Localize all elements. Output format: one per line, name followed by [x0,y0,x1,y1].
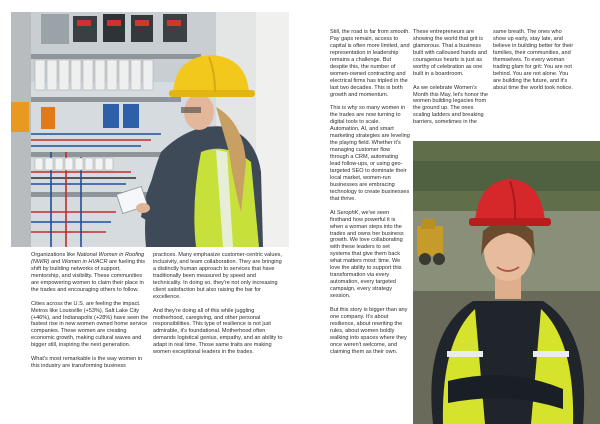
column-3 [330,29,410,363]
col3-paragraph-1: Still, the road is far from smooth. Pay gaps remain, access to capital is often more limited, and representation in leadership remains a challenge. But despite this, the number of women-owned contracting and electrical firms has tripled in the last two decades. This is both growth and momentum. [330,29,410,98]
col3-paragraph-2: This is why so many women in the trades are now turning to digital tools to scale. Automation, AI, and smart marketing strategies are leveling the playing field. Whether it's managing customer flow through a CRM, automating lead follow-ups, or using geo-targeted SEO to dominate their local market, women-run businesses are embracing technology to create businesses that thrive. [330,105,410,202]
column-2 [153,252,286,363]
portrait-photo [413,141,600,424]
col2-paragraph-1: practices. Many emphasize customer-centric values, inclusivity, and team collaboration. They are bringing a distinctly human approach to services that have traditionally been measured by speed and technicality. In doing so, they're not only increasing client satisfaction but also raising the bar for excellence. [153,252,282,300]
col3-paragraph-4: But this story is bigger than any one company. It's about resilience, about rewriting the rules, about women boldly walking into spaces where they once weren't welcome, and claiming them as their own. [330,306,408,355]
col4-paragraph-2: As we celebrate Women's Month this May, let's honor the women building legacies from the ground up. The ones scaling ladders and breaking barriers, sometimes in the [413,84,488,126]
col5-paragraph-1: same breath. The ones who show up early, stay late, and believe in building better for their families, their communities, and themselves. To every woman trading glam for grit: You are not behind. You are not alone. You are building the future, and it's about time the world took notice. [493,29,574,91]
col2-paragraph-2: And they're doing all of this while juggling motherhood, caregiving, and other personal responsibilities. This type of resilience is not just admirable, it's foundational. Motherhood often demands logistical genius, empathy, and an ability to adapt in real time. Those same traits are making women exceptional leaders in the trades. [153,307,283,356]
column-4 [413,29,491,133]
worker-at-panel-photo [11,12,289,247]
worker-at-panel-illustration [11,12,289,247]
col4-paragraph-1: These entrepreneurs are showing the world that grit is glamorous. That a business built with calloused hands and courageous hearts is just as worthy of celebration as one built in a boardroom. [413,29,488,77]
org-name-nwir: National Women in Roofing (NWIR) [31,252,145,265]
column-1 [31,252,149,377]
portrait-illustration [413,141,600,424]
column-5 [493,29,574,98]
col3-paragraph-3: At SerophK, we've seen firsthand how powerful it is when a woman steps into the trades and owns her business growth. We love collaborating with these leaders to set systems that give them back what matters most: time. We love the ability to support this transformation via every automation, every targeted campaign, every strategy session. [330,209,404,300]
col1-paragraph-1: Organizations like National Women in Roofing (NWIR) and Women in HVACR are fueling this shift by building networks of support, mentorship, and visibility. These communities are empowering women to claim their place in the trades and encouraging others to follow. [31,252,146,293]
org-name-hvacr: Women in HVACR [61,258,108,265]
company-name: SerophK [336,209,359,216]
col1-paragraph-2: Cities across the U.S. are feeling the impact. Metros like Louisville (+53%), Salt Lake City (+46%), and Indianapolis (+28%) have seen the fastest rise in new women owned home service companies. These women are creating economic growth, making cultural waves and bigger still, inspiring the next generation. [31,300,149,349]
col1-paragraph-3: What's most remarkable is the way women in this industry are transforming business [31,356,143,370]
